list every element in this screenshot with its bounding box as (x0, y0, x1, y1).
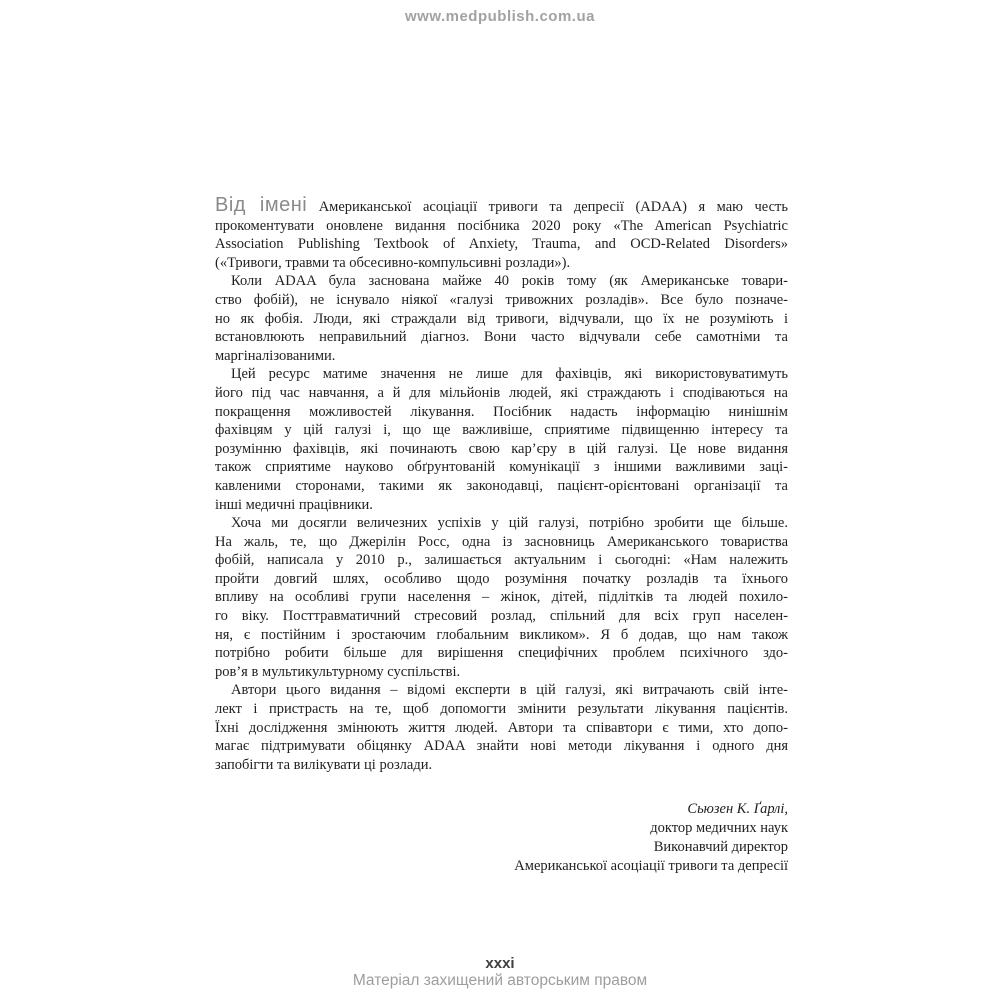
signature-title-line: Виконавчий директор (653, 839, 788, 856)
text-line: розумінню фахівців, які починають свою кар’єру в цій галузі. Це нове видання (215, 440, 788, 457)
lead-in-phrase: Від імені (215, 194, 308, 216)
text-line: ство фобій), не існувало ніякої «галузі тривожних розладів». Все було позначе- (215, 291, 788, 308)
text-line: («Тривоги, травми та обсесивно-компульсивні розлади»). (215, 254, 571, 271)
text-line: ня, є постійним і зростаючим глобальним викликом». Я б додав, що нам також (215, 626, 788, 643)
text-line: но як фобія. Люди, які страждали від тривоги, відчували, що їх не розуміють і (215, 310, 788, 327)
paragraph (215, 272, 788, 365)
text-line: фахівцям у цій галузі і, що ще важливіше, сприятиме підвищенню інтересу та (215, 422, 788, 439)
copyright-notice: Матеріал захищений авторським правом (352, 972, 648, 989)
text-line: встановлюють неправильний діагноз. Вони часто відчували себе самотніми та (215, 329, 788, 346)
text-line: впливу на особливі групи населення – жінок, дітей, підлітків та людей похило- (215, 589, 788, 606)
text-line: також сприятиме науково обґрунтованій комунікації з іншими важливими заці- (215, 459, 788, 476)
text-line: прокоментувати оновлене видання посібника 2020 року «The American Psychiatric (215, 217, 788, 234)
text-line: Хоча ми досягли величезних успіхів у цій галузі, потрібно зробити ще більше. (231, 515, 788, 532)
text-line: інші медичні працівники. (215, 496, 373, 513)
signature-block (215, 800, 788, 876)
text-line: пройти довгий шлях, особливо щодо розуміння початку розладів та їхнього (215, 570, 788, 587)
text-line: кавленими сторонами, такими як законодавці, пацієнт-орієнтовані організації та (215, 477, 788, 494)
text-line: го віку. Посттравматичний стресовий розлад, спільний для всіх груп населен- (215, 608, 788, 625)
paragraphs-container (215, 196, 788, 774)
text-line: покращення можливостей лікування. Посібник надасть інформацію нинішнім (215, 403, 788, 420)
text-line: Коли ADAA була заснована майже 40 років тому (як Американське товари- (231, 273, 788, 290)
text-line: лект і пристрасть на те, щоб допомогти змінити результати лікування пацієнтів. (215, 701, 788, 718)
page-header (0, 8, 1000, 25)
text-line: Від імені Американської асоціації тривоги та депресії (ADAA) я маю честь (215, 194, 788, 216)
signature-name: Сьюзен К. Ґарлі, (687, 801, 788, 818)
text-line: Автори цього видання – відомі експерти в цій галузі, які витрачають свій інте- (231, 682, 788, 699)
paragraph (215, 196, 788, 272)
text-line: Їхні дослідження змінюють життя людей. Автори та співавтори є тими, хто допо- (215, 719, 788, 736)
paragraph (215, 514, 788, 681)
text-line: ров’я в мультикультурному суспільстві. (215, 663, 461, 680)
text-line: потрібно робити більше для вирішення специфічних проблем психічного здо- (215, 645, 788, 662)
text-line: його під час навчання, а й для мільйонів людей, які страждають і сподіваються на (215, 384, 788, 401)
website-url: www.medpublish.com.ua (405, 8, 595, 25)
foreword-text (215, 196, 788, 876)
paragraph (215, 365, 788, 514)
signature-title-line: доктор медичних наук (650, 820, 788, 837)
text-line: Цей ресурс матиме значення не лише для фахівців, які використовуватимуть (231, 366, 788, 383)
text-line: Association Publishing Textbook of Anxiety, Trauma, and OCD-Related Disorders» (215, 236, 788, 253)
signature-title-line: Американської асоціації тривоги та депресії (514, 858, 788, 875)
text-line: маргіналізованими. (215, 347, 336, 364)
signature-titles (215, 819, 788, 876)
paragraph (215, 681, 788, 774)
text-line: фобій, написала у 2010 р., залишається актуальним і сьогодні: «Нам належить (215, 552, 788, 569)
text-line: запобігти та вилікувати ці розлади. (215, 756, 433, 773)
text-line: магає підтримувати обіцянку ADAA знайти нові методи лікування і одного дня (215, 738, 788, 755)
page-number: xxxi (485, 955, 515, 972)
text-line: На жаль, те, що Джерілін Росс, одна із засновниць Американського товариства (215, 533, 788, 550)
